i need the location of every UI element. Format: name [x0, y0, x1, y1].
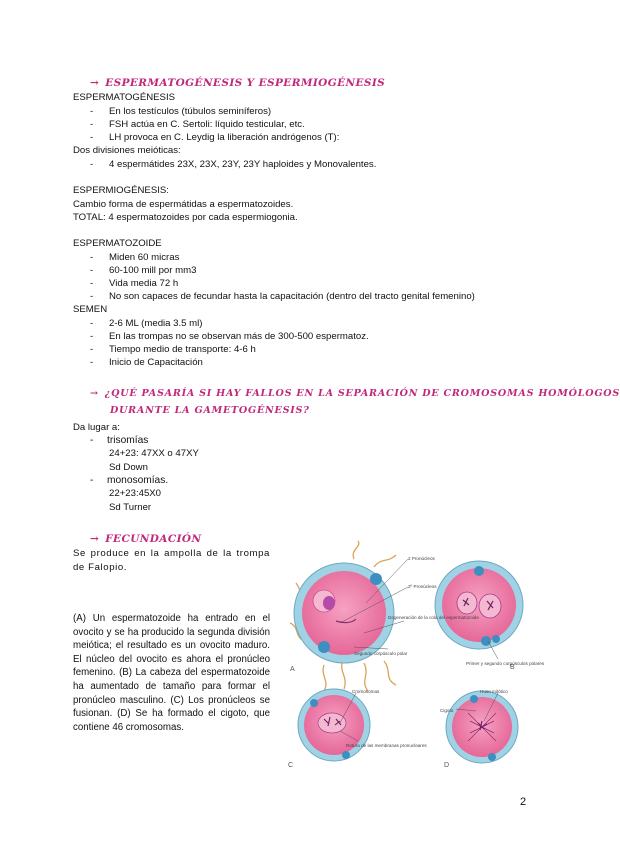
- monosomia-formula: 22+23:45X0: [109, 488, 162, 499]
- espermiogenesis-title: ESPERMIOGÉNESIS:: [73, 185, 169, 196]
- panel-letter-c: C: [288, 762, 294, 769]
- list-item: - 2-6 ML (media 3.5 ml): [90, 318, 203, 329]
- section-heading-espermatogenesis: → ESPERMATOGÉNESIS Y ESPERMIOGÉNESIS: [90, 77, 386, 89]
- list-item: - Inicio de Capacitación: [90, 357, 203, 368]
- divisions-label: Dos divisiones meióticas:: [73, 145, 181, 156]
- list-item: - 60-100 mill por mm3: [90, 265, 197, 276]
- espermiogenesis-total: TOTAL: 4 espermatozoides por cada espermiogonia.: [73, 212, 298, 223]
- label-pronucleos: 2 Pronúcleos: [408, 556, 435, 561]
- panel-d-oocyte: [446, 691, 518, 763]
- page-number: 2: [520, 796, 527, 808]
- list-item: - LH provoca en C. Leydig la liberación andrógenos (T):: [90, 132, 340, 143]
- list-item: - En las trompas no se observan más de 300-500 espermatoz.: [90, 331, 369, 342]
- label-segundo-corpusculo: Segundo corpúsculo polar: [354, 651, 408, 656]
- label-cromosomas: Cromosomas: [352, 689, 380, 694]
- espermiogenesis-line: Cambio forma de espermátidas a espermatozoides.: [73, 199, 294, 210]
- espermatozoide-title: ESPERMATOZOIDE: [73, 238, 162, 249]
- section-heading-fecundacion: → FECUNDACIÓN: [90, 533, 202, 545]
- panel-c-oocyte: [298, 689, 370, 761]
- list-item: - Vida media 72 h: [90, 278, 179, 289]
- label-primer-segundo: Primer y segundo corpúsculos polares: [466, 661, 545, 666]
- list-item: - No son capaces de fecundar hasta la capacitación (dentro del tracto genital femenino): [90, 291, 475, 302]
- list-item: - En los testículos (túbulos seminíferos): [90, 106, 272, 117]
- panel-a-oocyte: [290, 541, 396, 691]
- label-cigoto: Cigoto: [440, 708, 454, 713]
- semen-title: SEMEN: [73, 304, 108, 315]
- trisomia-syndrome: Sd Down: [109, 462, 148, 473]
- label-rotura: Rotura de las membranas pronucleares: [346, 743, 427, 748]
- list-item: - FSH actúa en C. Sertoli: líquido testicular, etc.: [90, 119, 305, 130]
- lead-text: Da lugar a:: [73, 422, 120, 433]
- label-pronucleos-2: 2º Pronúcleos: [408, 584, 437, 589]
- section-heading-fallos-line2: DURANTE LA GAMETOGÉNESIS?: [110, 405, 310, 416]
- panel-letter-b: B: [510, 664, 515, 671]
- list-item: - Tiempo medio de transporte: 4-6 h: [90, 344, 256, 355]
- list-item: - 4 espermátides 23X, 23X, 23Y, 23Y haploides y Monovalentes.: [90, 159, 377, 170]
- list-item: - trisomías: [90, 435, 149, 446]
- arrow-right-icon: →: [90, 388, 99, 399]
- arrow-right-icon: →: [90, 533, 100, 545]
- monosomia-syndrome: Sd Turner: [109, 502, 152, 513]
- fecundacion-description: (A) Un espermatozoide ha entrado en el ovocito y se ha producido la segunda división meiótica; el resultado es un ovocito maduro. El núcleo del ovocito es ahora el pronúcleo femenino. (B) La cabeza del espermatozoide ha aumentado de tamaño para formar el pronúcleo masculino. (C) Los pronúcleos se fusionan. (D) Se ha formado el cigoto, que contiene 46 cromosomas.: [73, 613, 270, 733]
- label-huso: Huso mitótico: [480, 689, 508, 694]
- espermatogenesis-title: ESPERMATOGÉNESIS: [73, 92, 176, 103]
- label-degeneracion: Degeneración de la cola del espermatozoide: [388, 615, 479, 620]
- fecundacion-location: Se produce en la ampolla de la trompa de Falopio.: [73, 548, 270, 573]
- panel-letter-d: D: [444, 762, 450, 769]
- panel-letter-a: A: [290, 666, 295, 673]
- fertilization-figure: [284, 543, 545, 775]
- arrow-right-icon: →: [90, 77, 100, 89]
- list-item: - Miden 60 micras: [90, 252, 180, 263]
- section-heading-fallos: → ¿QUÉ PASARÍA SI HAY FALLOS EN LA SEPARACIÓN DE CROMOSOMAS HOMÓLOGOS: [90, 388, 620, 399]
- trisomia-formula: 24+23: 47XX o 47XY: [109, 448, 199, 459]
- panel-b-oocyte: [435, 561, 523, 649]
- list-item: - monosomías.: [90, 475, 169, 486]
